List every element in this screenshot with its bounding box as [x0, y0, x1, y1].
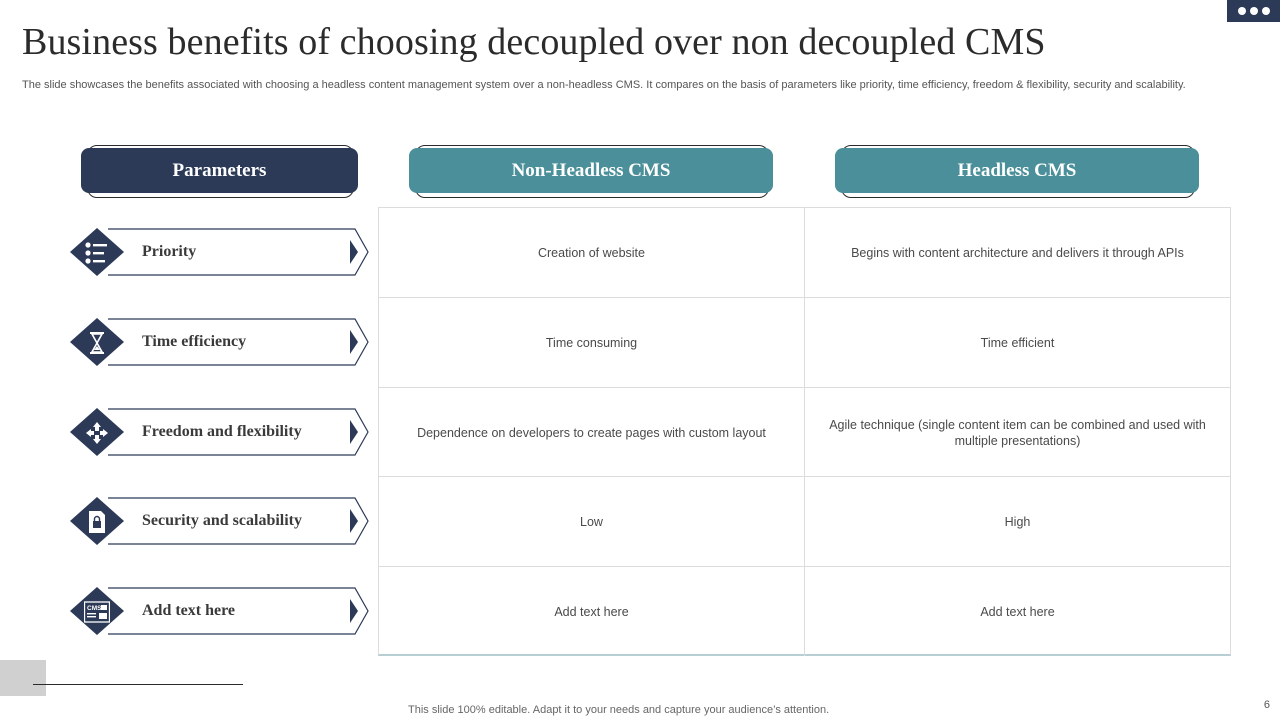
headless-cell: Add text here — [980, 604, 1055, 619]
parameter-label: Add text here — [142, 602, 236, 619]
slide-title: Business benefits of choosing decoupled over non decoupled CMS — [22, 21, 1046, 63]
parameter-time-efficiency — [70, 318, 370, 366]
table-row — [379, 208, 1230, 298]
non-headless-cell: Low — [379, 477, 805, 566]
non-headless-cell: Time consuming — [379, 298, 805, 387]
parameter-label: Priority — [142, 243, 197, 260]
hourglass-icon — [84, 332, 110, 354]
parameter-label: Time efficiency — [142, 333, 247, 350]
arrows-out-icon — [84, 422, 110, 444]
svg-text:CMS: CMS — [87, 605, 102, 612]
header-non-headless: Non-Headless CMS — [409, 148, 773, 193]
cms-icon — [84, 601, 110, 623]
page-number: 6 — [1263, 699, 1270, 711]
table-row — [379, 566, 1230, 656]
table-row — [379, 476, 1230, 566]
footer-divider — [33, 684, 243, 685]
slide-subtitle: The slide showcases the benefits associated with choosing a headless content management system over a non-headless CMS. It compares on the basis of parameters like priority, time efficiency, freedom & flexibility, security and scalability. — [22, 79, 1186, 91]
checklist-icon — [84, 242, 110, 264]
parameter-add-text — [70, 587, 370, 635]
parameter-priority — [70, 228, 370, 276]
header-headless: Headless CMS — [835, 148, 1199, 193]
table-row — [379, 387, 1230, 477]
headless-cell: Agile technique (single content item can be combined and used with multiple presentations) — [829, 417, 1206, 448]
non-headless-cell: Dependence on developers to create pages with custom layout — [379, 388, 805, 477]
headless-cell: Time efficient — [980, 335, 1055, 350]
parameter-frame — [70, 228, 370, 276]
parameter-label: Security and scalability — [142, 512, 303, 529]
non-headless-cell: Creation of website — [379, 208, 805, 297]
header-parameters: Parameters — [81, 148, 358, 193]
non-headless-cell: Add text here — [379, 567, 805, 656]
parameter-freedom-flexibility — [70, 408, 370, 456]
parameter-label: Freedom and flexibility — [142, 423, 302, 440]
more-options-icon[interactable] — [1227, 0, 1280, 22]
headless-cell: High — [1004, 514, 1031, 529]
headless-cell: Begins with content architecture and delivers it through APIs — [851, 245, 1184, 260]
footer-note: This slide 100% editable. Adapt it to your needs and capture your audience’s attention. — [408, 704, 830, 716]
parameter-security-scalability — [70, 497, 370, 545]
lock-document-icon — [84, 511, 110, 533]
comparison-table — [378, 207, 1231, 656]
footer-gray-block — [0, 660, 46, 696]
table-row — [379, 297, 1230, 387]
